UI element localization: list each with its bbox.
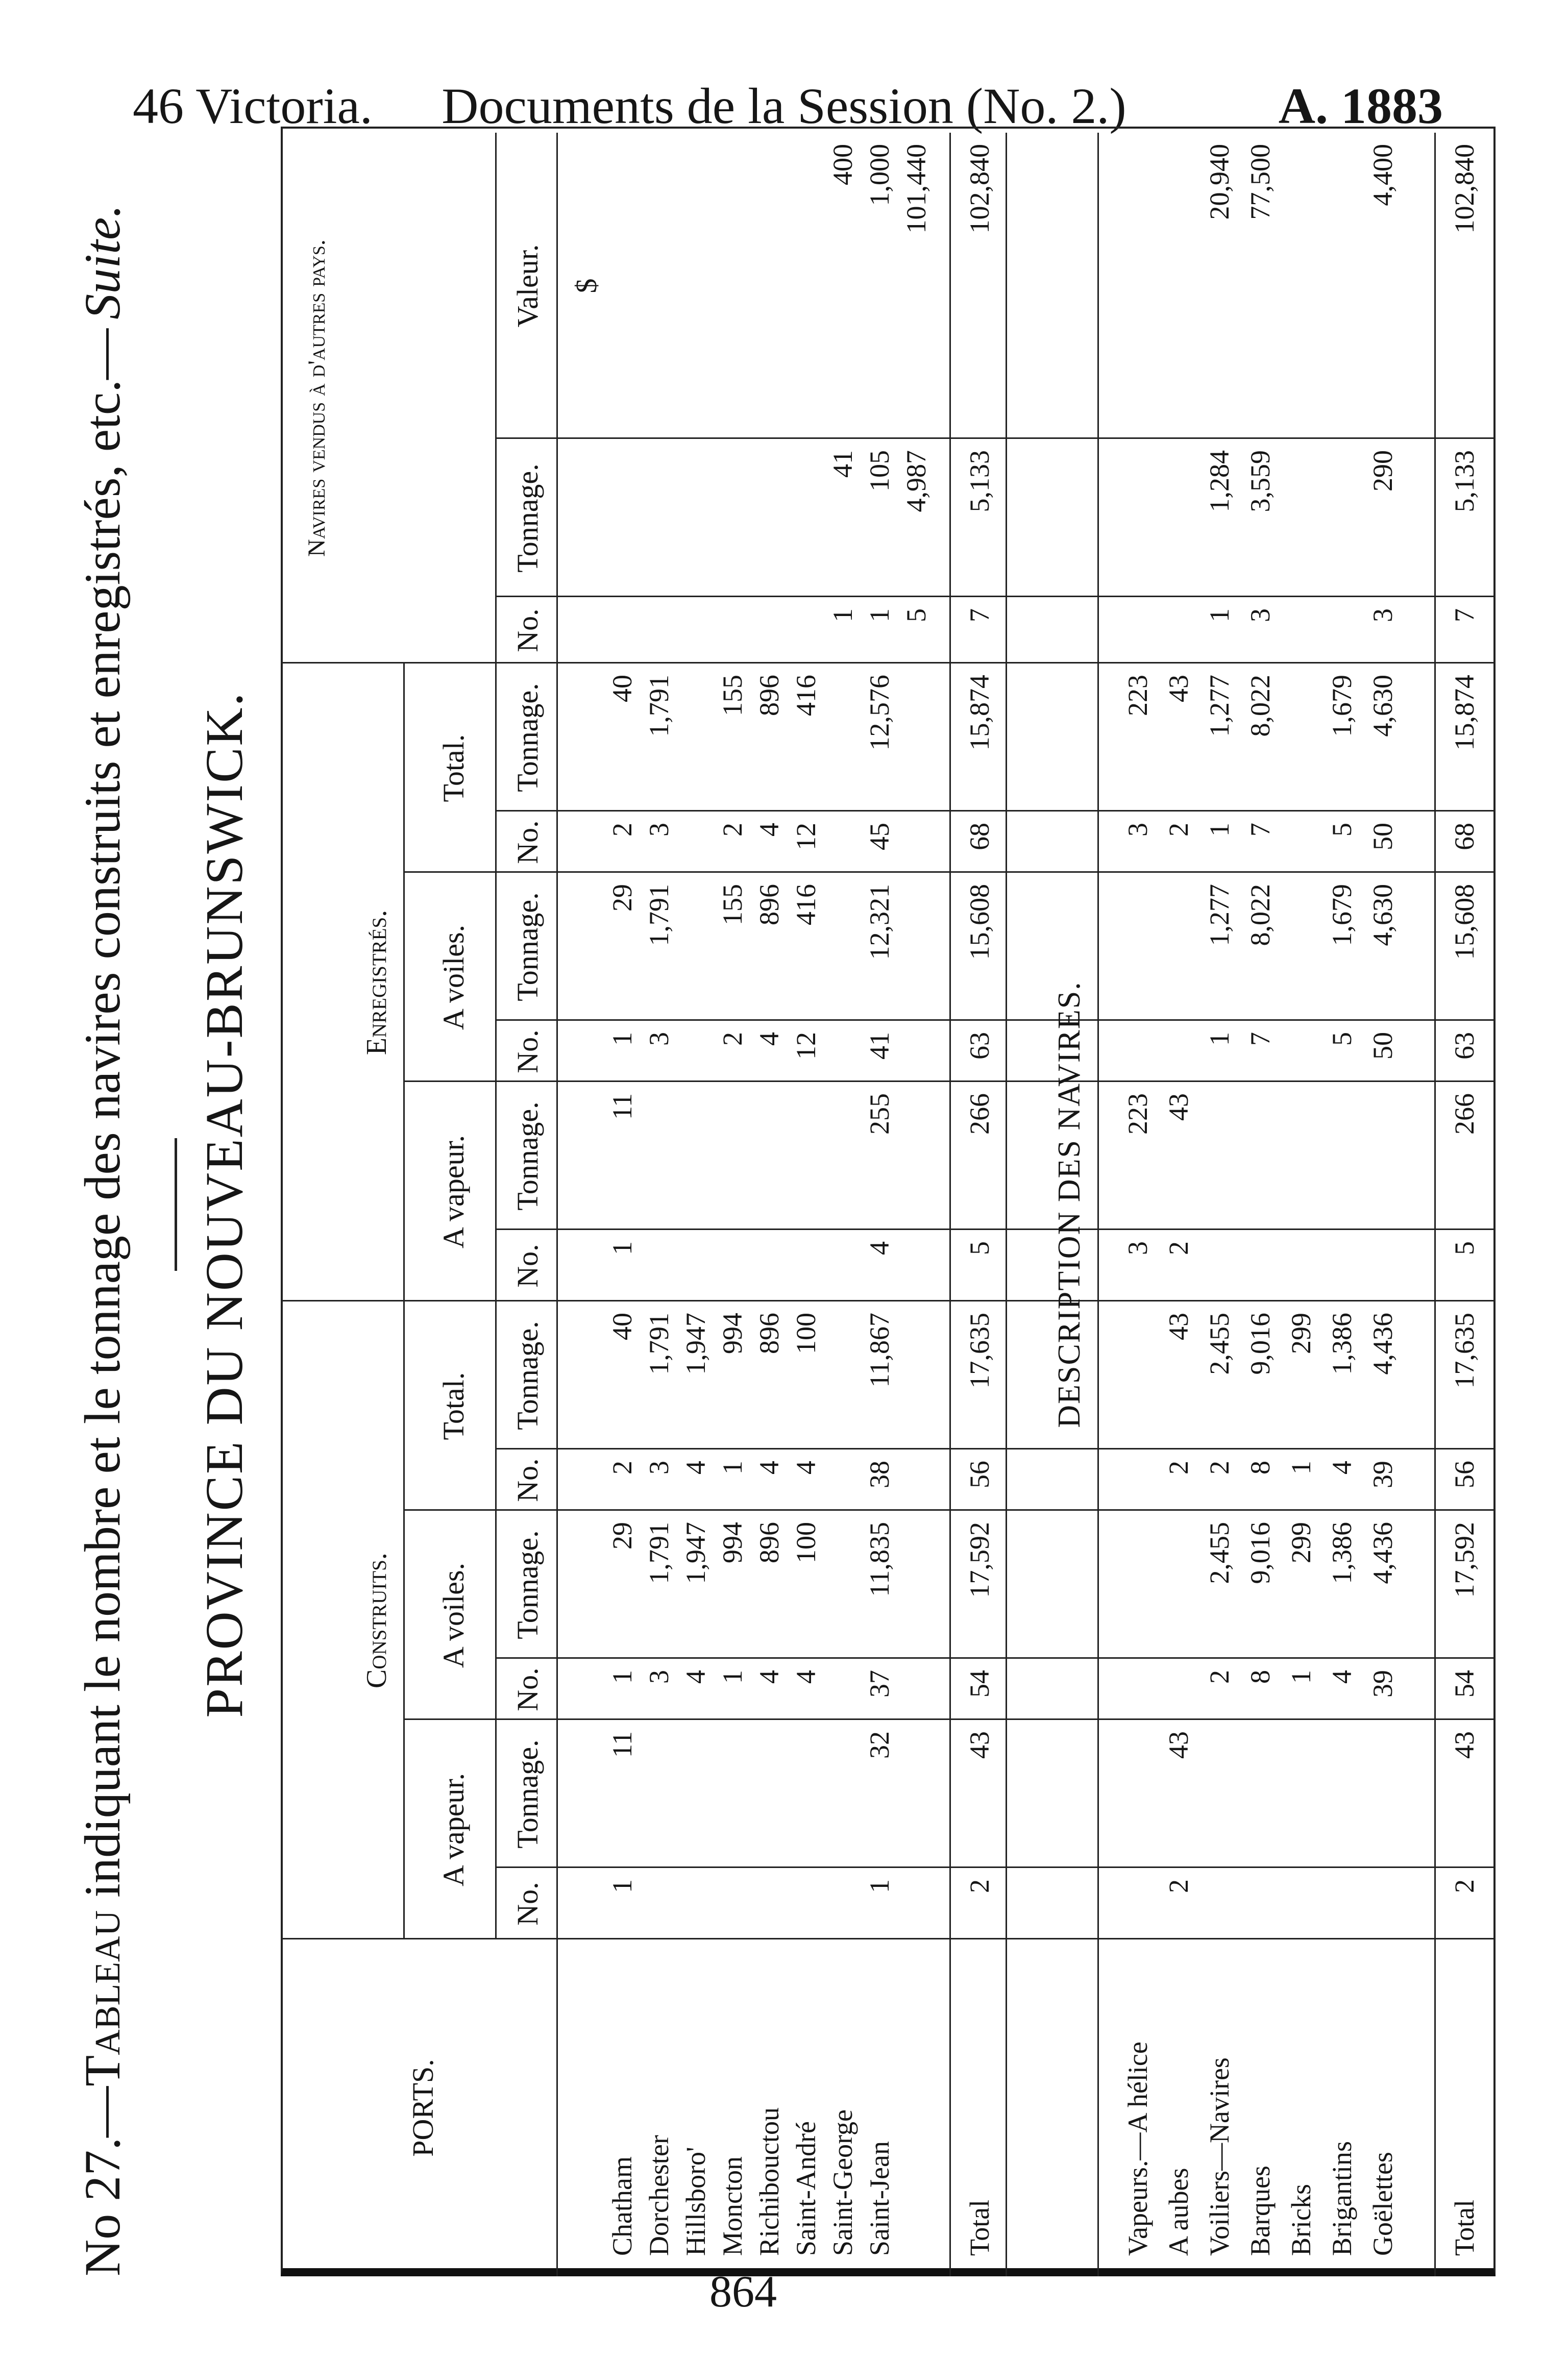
- header-session: 46 Victoria.: [133, 78, 373, 134]
- type-row-cell: 4,630: [1367, 675, 1398, 737]
- port-row-cell: 1,791: [644, 1522, 674, 1584]
- ports-end-line: [1006, 133, 1007, 2276]
- port-row-cell: 1: [827, 608, 858, 622]
- port-row-cell: 896: [754, 675, 785, 716]
- type-row-cell: 4,400: [1367, 144, 1398, 206]
- header-tonnage: Tonnage.: [511, 463, 544, 573]
- type-row-cell: 1: [1204, 608, 1235, 622]
- types-total-row-cell: 15,874: [1449, 675, 1480, 751]
- port-row-cell: 4: [791, 1670, 821, 1684]
- port-row-cell: 416: [791, 884, 821, 925]
- port-row-cell: 29: [607, 884, 638, 912]
- types-total-row-cell: 266: [1449, 1093, 1480, 1135]
- header-line-group: [403, 664, 405, 1939]
- port-row-cell: 1,947: [680, 1522, 711, 1584]
- type-row-cell: 7: [1245, 1032, 1276, 1046]
- type-row-cell: 2: [1204, 1670, 1235, 1684]
- title-divider: [175, 1138, 177, 1271]
- type-row-cell: 2,455: [1204, 1313, 1235, 1375]
- currency-symbol: $: [570, 278, 603, 293]
- port-row-cell: 4: [680, 1461, 711, 1475]
- header-no: No.: [511, 608, 544, 652]
- port-row-cell: 4: [791, 1461, 821, 1475]
- type-row-cell: 290: [1367, 450, 1398, 492]
- title-tableau: Tableau: [74, 1910, 131, 2086]
- port-row-cell: 100: [791, 1522, 821, 1563]
- type-row-cell: 2: [1204, 1461, 1235, 1475]
- ports-total-row-label: Total: [964, 2199, 995, 2256]
- types-total-row-cell: 102,840: [1449, 144, 1480, 234]
- type-row-cell: 4: [1327, 1670, 1357, 1684]
- type-row-cell: 1,284: [1204, 450, 1235, 512]
- port-row-label: Saint-André: [791, 2121, 821, 2256]
- type-row-cell: 4,436: [1367, 1313, 1398, 1375]
- ports-total-row-cell: 54: [964, 1670, 995, 1698]
- type-row-cell: 43: [1163, 675, 1194, 702]
- province-heading: PROVINCE DU NOUVEAU-BRUNSWICK.: [195, 691, 254, 1718]
- type-row-cell: 3: [1122, 1241, 1153, 1255]
- types-total-row-cell: 17,635: [1449, 1313, 1480, 1389]
- port-row-cell: 416: [791, 675, 821, 716]
- types-total-row-cell: 56: [1449, 1461, 1480, 1488]
- port-row-cell: 2: [717, 823, 748, 837]
- type-row-label: Brigantins: [1327, 2141, 1357, 2256]
- port-row-cell: 1: [864, 1879, 895, 1893]
- port-row-label: Saint-George: [827, 2109, 858, 2256]
- ports-total-row-cell: 266: [964, 1093, 995, 1135]
- type-row-cell: 1: [1286, 1461, 1316, 1475]
- port-row-cell: 40: [607, 675, 638, 702]
- port-row-cell: 11,835: [864, 1522, 895, 1597]
- port-row-cell: 1: [607, 1670, 638, 1684]
- header-no: No.: [511, 1667, 544, 1711]
- header-sub-vapeur-construits: A vapeur.: [437, 1773, 470, 1887]
- column-divider-minor: [495, 1866, 1496, 1868]
- port-row-cell: 12: [791, 1032, 821, 1060]
- port-row-cell: 1,791: [644, 1313, 674, 1375]
- type-row-cell: 9,016: [1245, 1313, 1276, 1375]
- header-no: No.: [511, 1244, 544, 1288]
- type-row-cell: 4: [1327, 1461, 1357, 1475]
- header-vendus: Navires vendus à d'autres pays.: [303, 239, 330, 557]
- type-row-cell: 1,386: [1327, 1313, 1357, 1375]
- types-total-row-cell: 15,608: [1449, 884, 1480, 960]
- port-row-cell: 100: [791, 1313, 821, 1354]
- header-valeur: Valeur.: [511, 244, 544, 328]
- port-row-cell: 101,440: [901, 144, 932, 234]
- types-total-row-cell: 2: [1449, 1879, 1480, 1893]
- header-documents: Documents de la Session (No. 2.): [442, 78, 1126, 134]
- type-row-cell: 223: [1122, 675, 1153, 716]
- ports-total-row-cell: 2: [964, 1879, 995, 1893]
- title-suite: Suite.: [74, 204, 131, 320]
- type-row-cell: 77,500: [1245, 144, 1276, 220]
- port-row-cell: 4: [754, 1032, 785, 1046]
- type-row-label: Goëlettes: [1367, 2152, 1398, 2256]
- port-row-cell: 155: [717, 884, 748, 925]
- header-ports: PORTS.: [406, 2059, 439, 2157]
- port-row-cell: 1,791: [644, 884, 674, 946]
- port-row-cell: 11: [607, 1731, 638, 1758]
- port-row-cell: 40: [607, 1313, 638, 1340]
- type-row-cell: 2: [1163, 1461, 1194, 1475]
- port-row-cell: 11: [607, 1093, 638, 1120]
- types-total-row-cell: 5,133: [1449, 450, 1480, 512]
- port-row-label: Richibouctou: [754, 2107, 785, 2256]
- port-row-cell: 4,987: [901, 450, 932, 512]
- section-end-line: [1097, 133, 1099, 2276]
- type-row-cell: 5: [1327, 823, 1357, 837]
- header-tonnage: Tonnage.: [511, 1530, 544, 1639]
- type-row-cell: 2: [1163, 1879, 1194, 1893]
- ports-total-row-cell: 56: [964, 1461, 995, 1488]
- section-description: DESCRIPTION DES NAVIRES.: [1052, 981, 1087, 1428]
- port-row-cell: 255: [864, 1093, 895, 1135]
- port-row-cell: 4: [864, 1241, 895, 1255]
- type-row-cell: 1: [1204, 823, 1235, 837]
- port-row-cell: 400: [827, 144, 858, 185]
- type-row-cell: 2: [1163, 1241, 1194, 1255]
- type-row-cell: 1: [1286, 1670, 1316, 1684]
- types-total-row-label: Total: [1449, 2199, 1480, 2256]
- port-row-cell: 4: [680, 1670, 711, 1684]
- ports-total-row-cell: 17,592: [964, 1522, 995, 1598]
- port-row-cell: 896: [754, 1522, 785, 1563]
- ports-total-row-cell: 5: [964, 1241, 995, 1255]
- port-row-cell: 4: [754, 823, 785, 837]
- header-line-sub: [495, 133, 497, 1939]
- ports-total-row-cell: 68: [964, 823, 995, 850]
- type-row-cell: 39: [1367, 1461, 1398, 1488]
- type-row-cell: 43: [1163, 1731, 1194, 1759]
- type-row-cell: 3: [1367, 608, 1398, 622]
- ports-total-row-cell: 43: [964, 1731, 995, 1759]
- header-no: No.: [511, 820, 544, 864]
- type-row-cell: 8,022: [1245, 884, 1276, 946]
- type-row-label: Bricks: [1286, 2184, 1316, 2256]
- port-row-cell: 2: [607, 1461, 638, 1475]
- port-row-cell: 2: [607, 823, 638, 837]
- type-row-cell: 1,386: [1327, 1522, 1357, 1584]
- port-row-cell: 155: [717, 675, 748, 716]
- port-row-cell: 2: [717, 1032, 748, 1046]
- port-row-cell: 1: [607, 1032, 638, 1046]
- header-year: A. 1883: [1278, 78, 1443, 134]
- type-row-cell: 1,277: [1204, 884, 1235, 946]
- port-row-cell: 41: [827, 450, 858, 478]
- type-row-cell: 1,679: [1327, 884, 1357, 946]
- header-tonnage: Tonnage.: [511, 683, 544, 792]
- page-number: 864: [709, 2267, 777, 2317]
- column-divider-minor: [495, 596, 1496, 597]
- type-row-cell: 7: [1245, 823, 1276, 837]
- port-row-cell: 1,947: [680, 1313, 711, 1375]
- ports-total-row-cell: 17,635: [964, 1313, 995, 1389]
- ports-total-row-cell: 7: [964, 608, 995, 622]
- type-row-cell: 5: [1327, 1032, 1357, 1046]
- port-row-cell: 37: [864, 1670, 895, 1698]
- port-row-cell: 12,321: [864, 884, 895, 960]
- type-row-cell: 9,016: [1245, 1522, 1276, 1584]
- header-sub-total-enregistres: Total.: [437, 734, 470, 802]
- header-no: No.: [511, 1882, 544, 1926]
- ports-total-row-cell: 5,133: [964, 450, 995, 512]
- type-row-cell: 2,455: [1204, 1522, 1235, 1584]
- rotated-table-page: [56, 133, 1506, 2276]
- port-row-label: Dorchester: [644, 2135, 674, 2256]
- port-row-cell: 12,576: [864, 675, 895, 751]
- port-row-cell: 11,867: [864, 1313, 895, 1388]
- port-row-cell: 1: [717, 1461, 748, 1475]
- title-text: indiquant le nombre et le tonnage des navires construits et enregistrés, etc.—: [74, 328, 131, 1898]
- port-row-cell: 29: [607, 1522, 638, 1550]
- port-row-cell: 5: [901, 608, 932, 622]
- type-row-cell: 1: [1204, 1032, 1235, 1046]
- port-row-label: Saint-Jean: [864, 2141, 895, 2256]
- header-tonnage: Tonnage.: [511, 892, 544, 1001]
- type-row-cell: 20,940: [1204, 144, 1235, 220]
- type-row-cell: 3,559: [1245, 450, 1276, 512]
- ports-total-row-cell: 15,874: [964, 675, 995, 751]
- port-row-cell: 3: [644, 1670, 674, 1684]
- types-total-row-cell: 68: [1449, 823, 1480, 850]
- port-row-cell: 1,791: [644, 675, 674, 737]
- port-row-cell: 12: [791, 823, 821, 850]
- header-no: No.: [511, 1029, 544, 1073]
- port-row-cell: 896: [754, 884, 785, 925]
- title-prefix: No 27.—: [74, 2086, 131, 2276]
- type-row-cell: 223: [1122, 1093, 1153, 1135]
- port-row-cell: 1: [607, 1241, 638, 1255]
- port-row-label: Hillsboro': [680, 2147, 711, 2256]
- type-row-cell: 299: [1286, 1313, 1316, 1354]
- type-row-cell: 8,022: [1245, 675, 1276, 737]
- header-no: No.: [511, 1458, 544, 1502]
- type-row-cell: 8: [1245, 1461, 1276, 1475]
- type-row-label: Vapeurs.—A hélice: [1122, 2042, 1153, 2256]
- type-row-cell: 4,436: [1367, 1522, 1398, 1584]
- port-row-label: Moncton: [717, 2156, 748, 2256]
- port-row-cell: 896: [754, 1313, 785, 1354]
- port-row-cell: 38: [864, 1461, 895, 1488]
- header-construits: Construits.: [361, 1553, 393, 1688]
- type-row-cell: 4,630: [1367, 884, 1398, 946]
- header-tonnage: Tonnage.: [511, 1321, 544, 1430]
- types-total-row-cell: 54: [1449, 1670, 1480, 1698]
- types-total-row-cell: 43: [1449, 1731, 1480, 1759]
- tonnage-table: [281, 133, 1496, 2276]
- ports-total-line: [949, 133, 951, 2276]
- header-sub-voiles-construits: A voiles.: [437, 1562, 470, 1668]
- type-row-label: Voiliers—Navires: [1204, 2057, 1235, 2256]
- type-row-label: A aubes: [1163, 2168, 1194, 2256]
- port-row-cell: 994: [717, 1313, 748, 1354]
- type-row-cell: 1,277: [1204, 675, 1235, 737]
- port-row-cell: 1: [717, 1670, 748, 1684]
- type-row-cell: 2: [1163, 823, 1194, 837]
- port-row-cell: 3: [644, 1461, 674, 1475]
- port-row-cell: 105: [864, 450, 895, 492]
- column-divider-minor: [495, 1228, 1496, 1230]
- port-row-cell: 1,000: [864, 144, 895, 206]
- header-tonnage: Tonnage.: [511, 1101, 544, 1211]
- type-row-cell: 3: [1122, 823, 1153, 837]
- types-total-row-cell: 63: [1449, 1032, 1480, 1060]
- table-title: [56, 133, 148, 2276]
- type-row-cell: 299: [1286, 1522, 1316, 1563]
- port-row-cell: 3: [644, 1032, 674, 1046]
- type-row-cell: 43: [1163, 1093, 1194, 1121]
- port-row-cell: 1: [864, 608, 895, 622]
- type-row-cell: 43: [1163, 1313, 1194, 1340]
- types-total-row-cell: 17,592: [1449, 1522, 1480, 1598]
- port-row-label: Chatham: [607, 2156, 638, 2256]
- port-row-cell: 1: [607, 1879, 638, 1893]
- type-row-cell: 50: [1367, 823, 1398, 850]
- port-row-cell: 41: [864, 1032, 895, 1060]
- port-row-cell: 4: [754, 1670, 785, 1684]
- type-row-cell: 3: [1245, 608, 1276, 622]
- type-row-cell: 1,679: [1327, 675, 1357, 737]
- header-line-body: [556, 133, 558, 2276]
- column-divider-minor: [495, 437, 1496, 439]
- types-total-row-cell: 7: [1449, 608, 1480, 622]
- header-enregistres: Enregistrés.: [361, 910, 393, 1055]
- port-row-cell: 4: [754, 1461, 785, 1475]
- ports-total-row-cell: 102,840: [964, 144, 995, 234]
- header-sub-voiles-enregistres: A voiles.: [437, 924, 470, 1030]
- type-row-cell: 8: [1245, 1670, 1276, 1684]
- header-sub-total-construits: Total.: [437, 1372, 470, 1440]
- type-row-label: Barques: [1245, 2166, 1276, 2256]
- port-row-cell: 32: [864, 1731, 895, 1759]
- header-sub-vapeur-enregistres: A vapeur.: [437, 1135, 470, 1249]
- type-row-cell: 50: [1367, 1032, 1398, 1060]
- types-total-line: [1434, 133, 1436, 2276]
- types-total-row-cell: 5: [1449, 1241, 1480, 1255]
- port-row-cell: 3: [644, 823, 674, 837]
- header-tonnage: Tonnage.: [511, 1739, 544, 1849]
- ports-total-row-cell: 63: [964, 1032, 995, 1060]
- port-row-cell: 45: [864, 823, 895, 850]
- port-row-cell: 994: [717, 1522, 748, 1563]
- ports-total-row-cell: 15,608: [964, 884, 995, 960]
- type-row-cell: 39: [1367, 1670, 1398, 1698]
